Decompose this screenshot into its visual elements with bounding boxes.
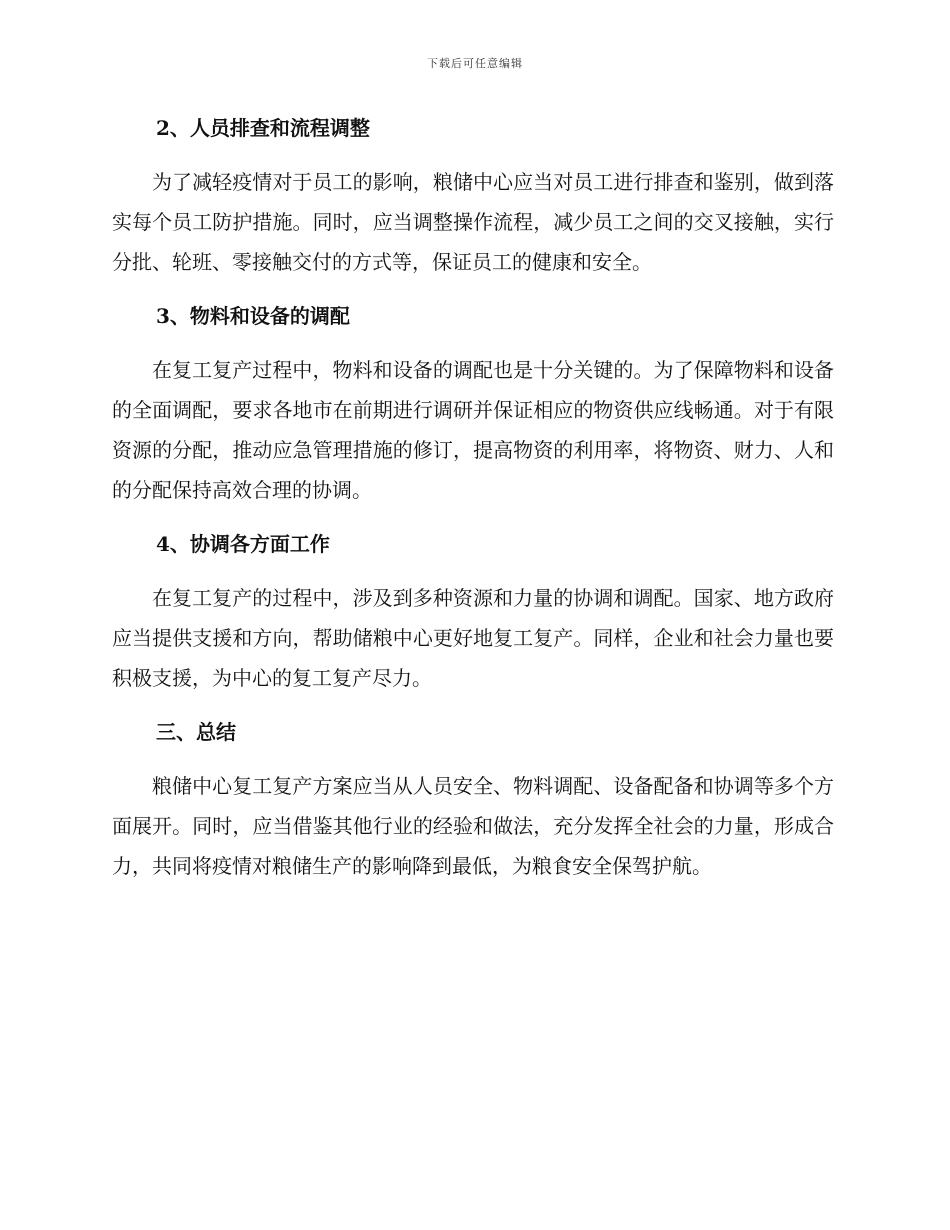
- summary-paragraph: 粮储中心复工复产方案应当从人员安全、物料调配、设备配备和协调等多个方面展开。同时，应当借鉴其他行业的经验和做法，充分发挥全社会的力量，形成合力，共同将疫情对粮储生产的影响降到最低，为粮食安全保驾护航。: [112, 774, 834, 878]
- document-body: [112, 108, 834, 886]
- section-paragraph-4: 在复工复产的过程中，涉及到多种资源和力量的协调和调配。国家、地方政府应当提供支援和方向，帮助储粮中心更好地复工复产。同样，企业和社会力量也要积极支援，为中心的复工复产尽力。: [112, 586, 834, 690]
- page-header: 下载后可任意编辑: [427, 57, 523, 70]
- section-heading-2: 2、人员排查和流程调整: [156, 116, 370, 140]
- section-heading-4: 4、协调各方面工作: [156, 532, 330, 556]
- summary-heading: 三、总结: [156, 720, 236, 744]
- section-paragraph-2: 为了减轻疫情对于员工的影响，粮储中心应当对员工进行排查和鉴别，做到落实每个员工防护措施。同时，应当调整操作流程，减少员工之间的交叉接触，实行分批、轮班、零接触交付的方式等，保证员工的健康和安全。: [112, 170, 834, 274]
- section-paragraph-3: 在复工复产过程中，物料和设备的调配也是十分关键的。为了保障物料和设备的全面调配，要求各地市在前期进行调研并保证相应的物资供应线畅通。对于有限资源的分配，推动应急管理措施的修订，提高物资的利用率，将物资、财力、人和的分配保持高效合理的协调。: [112, 358, 834, 502]
- section-heading-3: 3、物料和设备的调配: [156, 304, 350, 328]
